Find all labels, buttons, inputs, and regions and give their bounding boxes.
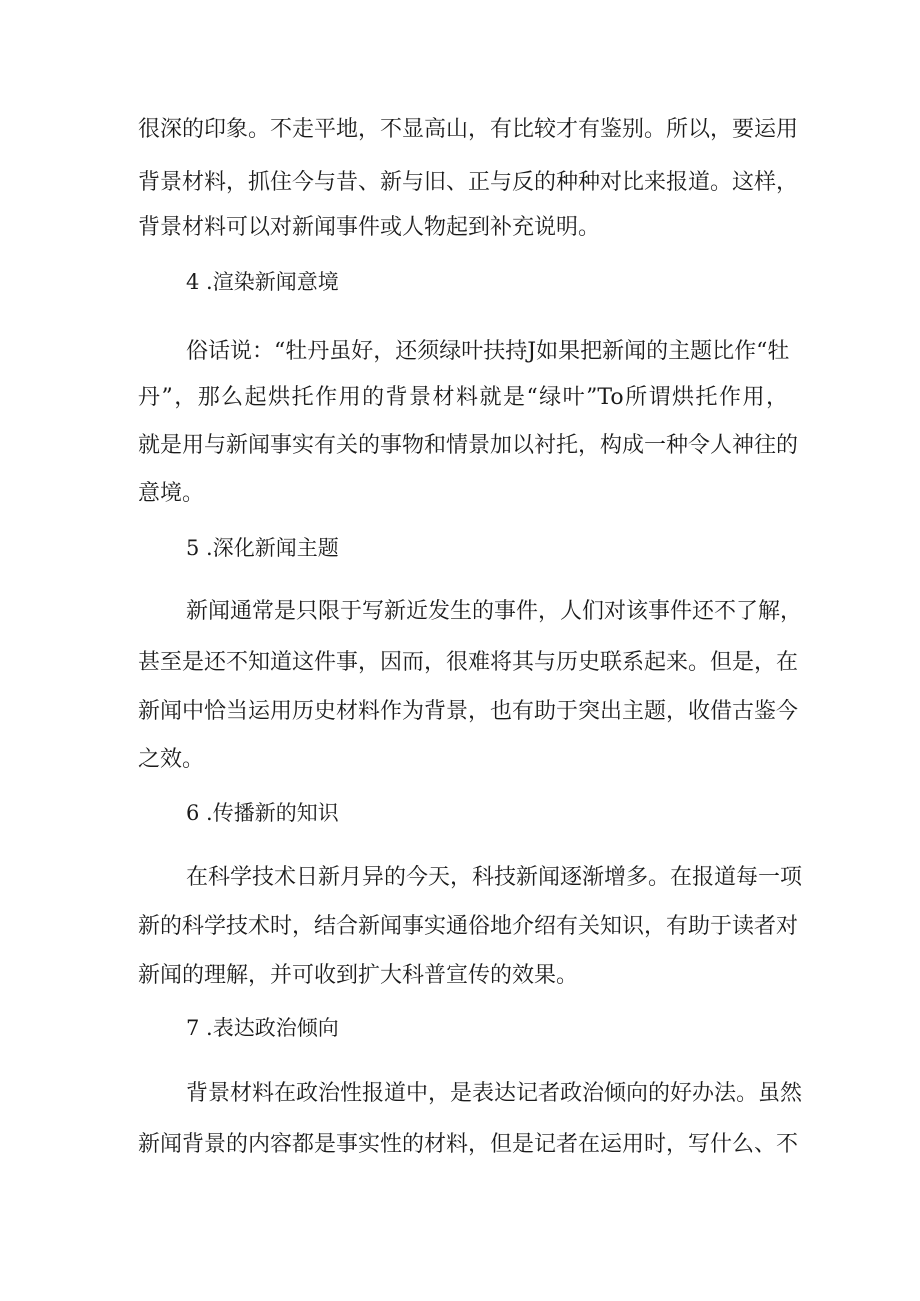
section-heading: 5 .深化新闻主题 bbox=[186, 536, 339, 560]
section-heading: 4 .渲染新闻意境 bbox=[186, 270, 339, 294]
paragraph-line: 背景材料可以对新闻事件或人物起到补充说明。 bbox=[138, 215, 601, 240]
paragraph-line: 就是用与新闻事实有关的事物和情景加以衬托，构成一种令人神往的 bbox=[138, 433, 799, 458]
paragraph-line: 在科学技术日新月异的今天，科技新闻逐渐增多。在报道每一项 bbox=[186, 865, 803, 890]
paragraph-line: 背景材料，抓住今与昔、新与旧、正与反的种种对比来报道。这样， bbox=[138, 170, 799, 195]
paragraph-line: 俗话说：“牡丹虽好，还须绿叶扶持J如果把新闻的主题比作“牡 bbox=[186, 339, 790, 364]
paragraph-line: 新闻背景的内容都是事实性的材料，但是记者在运用时，写什么、不 bbox=[138, 1132, 799, 1157]
paragraph-line: 新闻的理解，并可收到扩大科普宣传的效果。 bbox=[138, 963, 579, 988]
paragraph-line: 新闻中恰当运用历史材料作为背景，也有助于突出主题，收借古鉴今 bbox=[138, 699, 799, 724]
paragraph-line: 甚至是还不知道这件事，因而，很难将其与历史联系起来。但是，在 bbox=[138, 650, 799, 675]
paragraph-line: 背景材料在政治性报道中，是表达记者政治倾向的好办法。虽然 bbox=[186, 1081, 803, 1106]
section-heading: 6 .传播新的知识 bbox=[186, 801, 339, 825]
paragraph-line: 新的科学技术时，结合新闻事实通俗地介绍有关知识，有助于读者对 bbox=[138, 914, 799, 939]
paragraph-line: 丹”，那么起烘托作用的背景材料就是“绿叶”To所谓烘托作用， bbox=[138, 385, 788, 410]
section-heading: 7 .表达政治倾向 bbox=[186, 1016, 339, 1040]
paragraph-line: 很深的印象。不走平地，不显高山，有比较才有鉴别。所以，要运用 bbox=[138, 117, 799, 142]
paragraph-line: 新闻通常是只限于写新近发生的事件，人们对该事件还不了解， bbox=[186, 599, 803, 624]
paragraph-line: 意境。 bbox=[138, 481, 205, 506]
paragraph-line: 之效。 bbox=[138, 747, 205, 772]
